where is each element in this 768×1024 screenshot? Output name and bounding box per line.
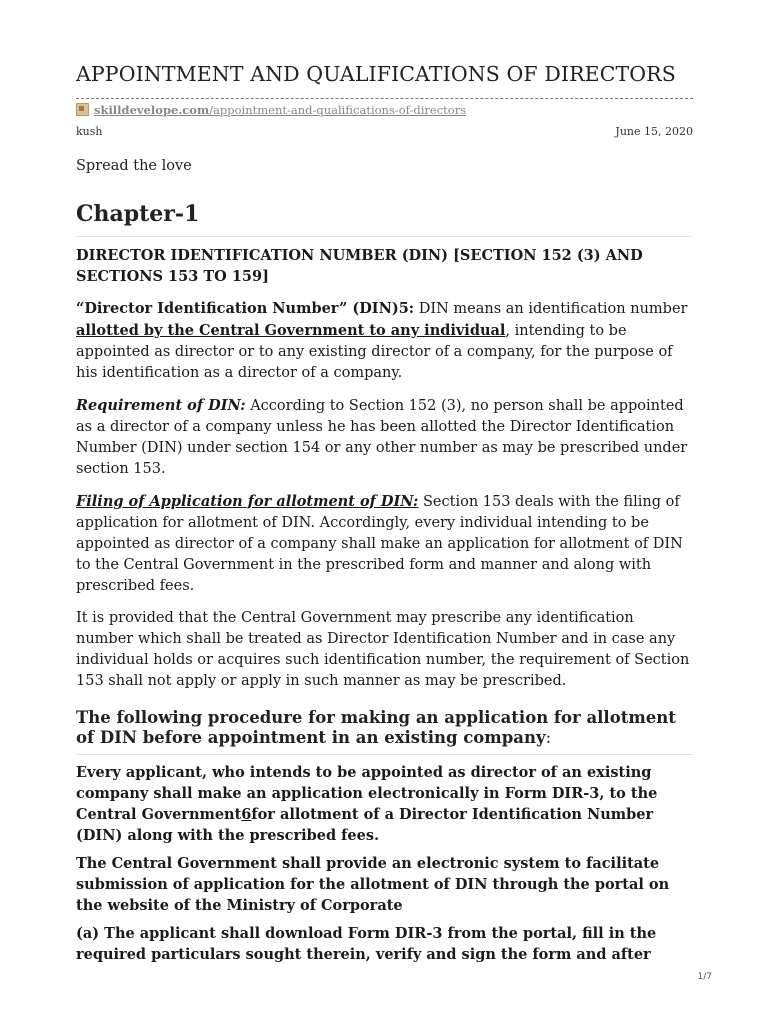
requirement-paragraph: [76, 395, 693, 480]
source-path-link[interactable]: /appointment-and-qualifications-of-directors: [209, 102, 467, 117]
page-title: APPOINTMENT AND QUALIFICATIONS OF DIRECTORS: [76, 62, 676, 86]
author: kush: [76, 124, 103, 138]
din-underlined: allotted by the Central Government to any individual: [76, 321, 506, 339]
system-paragraph: The Central Government shall provide an electronic system to facilitate submission of application for the allotment of DIN through the portal on the website of the Ministry of Corporate: [76, 854, 670, 914]
page-number: 1/7: [697, 972, 712, 982]
filing-label: Filing of Application for allotment of DIN:: [76, 492, 419, 510]
requirement-text: According to Section 152 (3), no person shall be appointed as a director of a company unless he has been allotted the Director Identification Number (DIN) under section 154 or any other number as may be prescribed under section 153.: [76, 397, 688, 477]
din-text-2: , intending to be appointed as director or to any existing director of a company, for the purpose of his identification as a director of a company.: [76, 322, 673, 381]
din-definition: [76, 298, 693, 384]
applicant-text-2: for allotment of a Director Identification Number (DIN) along with the prescribed fees.: [76, 805, 654, 844]
chapter-heading: Chapter-1: [76, 200, 200, 227]
section-title-line-2: SECTIONS 153 TO 159]: [76, 267, 269, 285]
filing-text: Section 153 deals with the filing of application for allotment of DIN. Accordingly, every individual intending to be appointed as director of a company shall make an application for allotment of DIN to the Central Government in the prescribed form and manner and along with prescribed fees.: [76, 493, 683, 594]
section-title-line-1: DIRECTOR IDENTIFICATION NUMBER (DIN) [SECTION 152 (3) AND: [76, 246, 643, 264]
section-title: [76, 245, 693, 287]
chapter-divider: [76, 236, 693, 237]
source-link-row: [76, 103, 693, 117]
filing-paragraph: [76, 491, 693, 597]
procedure-heading: [76, 708, 693, 748]
byline: [76, 125, 693, 138]
article: [76, 62, 693, 965]
source-domain-link[interactable]: skilldevelope.com: [94, 102, 210, 117]
share-label: Spread the love: [76, 157, 192, 174]
applicant-paragraph: [76, 762, 693, 846]
title-divider: [76, 98, 693, 99]
din-text-1: DIN means an identification number: [414, 300, 688, 317]
procedure-divider: [76, 754, 693, 755]
procedure-heading-text: The following procedure for making an application for allotment of DIN before appointment in an existing company: [76, 707, 676, 747]
footnote-link[interactable]: 6: [241, 805, 252, 823]
requirement-label: Requirement of DIN:: [76, 396, 246, 414]
din-term: “Director Identification Number” (DIN)5:: [76, 299, 415, 317]
publish-date: June 15, 2020: [615, 124, 693, 138]
site-favicon-icon: [76, 103, 89, 116]
applicant-text-1: Every applicant, who intends to be appointed as director of an existing company shall make an application electronically in Form DIR-3, to the Central Government: [76, 763, 658, 823]
procedure-heading-colon: :: [545, 727, 552, 747]
step-a-paragraph: (a) The applicant shall download Form DIR-3 from the portal, fill in the required particulars sought therein, verify and sign the form and after: [76, 924, 657, 963]
proviso-paragraph: It is provided that the Central Government may prescribe any identification number which shall be treated as Director Identification Number and in case any individual holds or acquires such identification number, the requirement of Section 153 shall not apply or apply in such manner as may be prescribed.: [76, 609, 690, 689]
